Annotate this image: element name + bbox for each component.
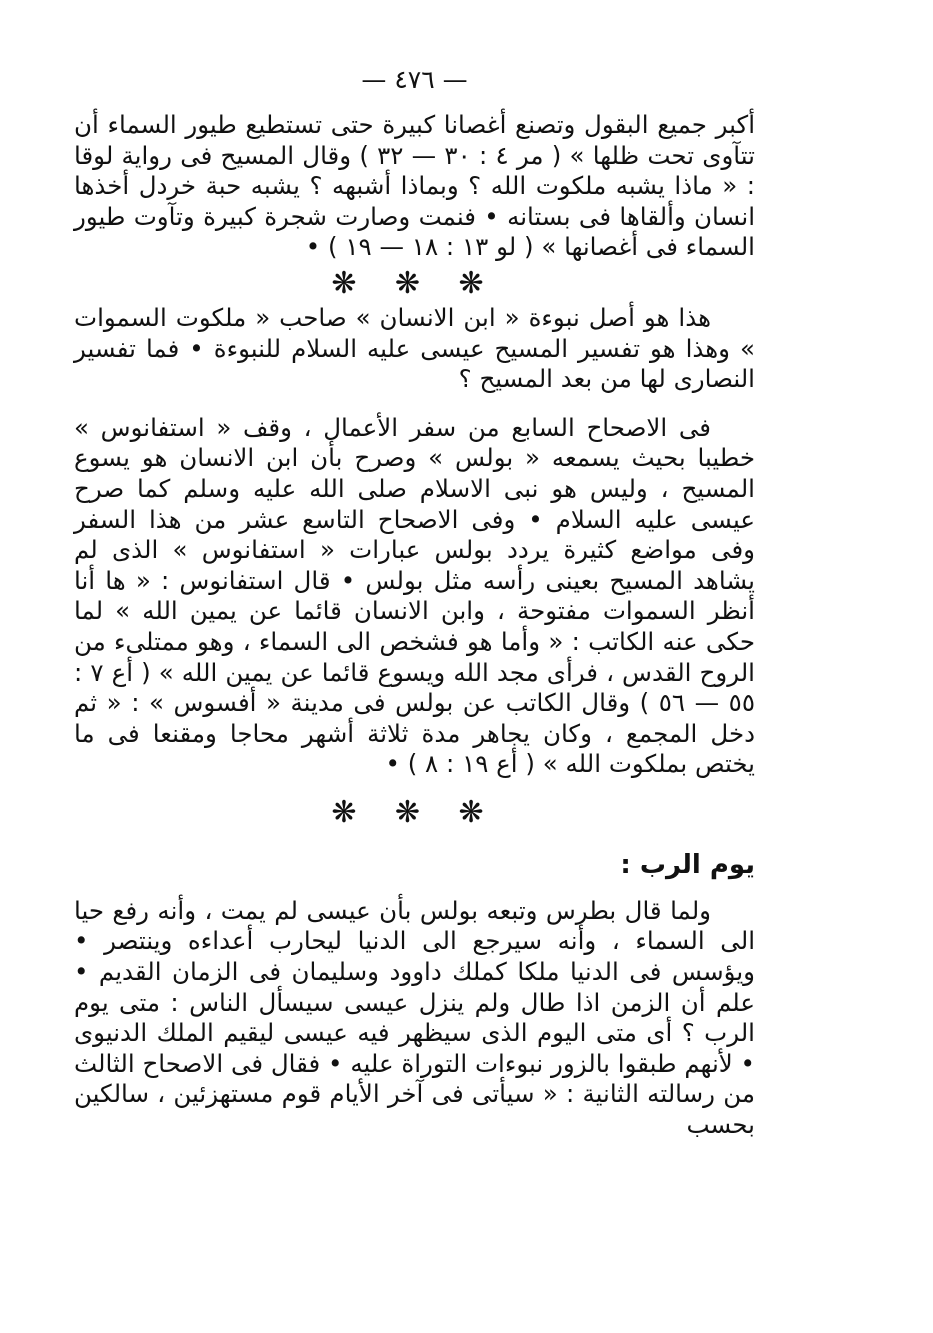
paragraph-bottom-1: ولما قال بطرس وتبعه بولس بأن عيسى لم يمت ، وأنه رفع حيا الى السماء ، وأنه سيرجع الى الدنيا ليحارب أعداءه وينتصر • ويؤسس فى الدنيا ملكا كملك داوود وسليمان فى الزمان القديم • علم أن الزمن اذا طال ولم ينزل عيسى سيسأل الناس : متى يوم الرب ؟ أى متى اليوم الذى سيظهر فيه عيسى ليقيم الملك الدنيوى • لأنهم طبقوا بالزور نبوءات التوراة عليه • فقال فى الاصحاح الثالث من رسالته الثانية : « سيأتى فى آخر الأيام قوم مستهزئين ، سالكين بحسب	[74, 895, 755, 1140]
section-separator-2: ❋ ❋ ❋	[331, 794, 498, 830]
paragraph-top-1: أكبر جميع البقول وتصنع أغصانا كبيرة حتى تستطيع طيور السماء أن تتآوى تحت ظلها » ( مر ٤ : ٣٠ — ٣٢ ) وقال المسيح فى رواية لوقا : « ماذا يشبه ملكوت الله ؟ وبماذا أشبهه ؟ يشبه حبة خردل أخذها انسان وألقاها فى بستانه • فنمت وصارت شجرة كبيرة وتآوت طيور السماء فى أغصانها » ( لو ١٣ : ١٨ — ١٩ ) •	[74, 110, 755, 262]
section-separator: ❋ ❋ ❋	[331, 265, 498, 301]
paragraph-middle-1: هذا هو أصل نبوءة « ابن الانسان » صاحب « ملكوت السموات » وهذا هو تفسير المسيح عيسى عليه السلام للنبوءة • فما تفسير النصارى لها من بعد المسيح ؟	[74, 302, 755, 394]
paragraph-middle-2: فى الاصحاح السابع من سفر الأعمال ، وقف « استفانوس » خطيبا بحيث يسمعه « بولس » وصرح بأن ابن الانسان هو يسوع المسيح ، وليس هو نبى الاسلام صلى الله عليه وسلم كما صرح عيسى عليه السلام • وفى الاصحاح التاسع عشر من هذا السفر وفى مواضع كثيرة يردد بولس عبارات « استفانوس » الذى لم يشاهد المسيح بعينى رأسه مثل بولس • قال استفانوس : « ها أنا أنظر السموات مفتوحة ، وابن الانسان قائما عن يمين الله » لما حكى عنه الكاتب : « وأما هو فشخص الى السماء ، وهو ممتلىء من الروح القدس ، فرأى مجد الله ويسوع قائما عن يمين الله » ( أع ٧ : ٥٥ — ٥٦ ) وقال الكاتب عن بولس فى مدينة « أفسوس » : « ثم دخل المجمع ، وكان يجاهر مدة ثلاثة أشهر محاجا ومقنعا فى ما يختص بملكوت الله » ( أع ١٩ : ٨ ) •	[74, 412, 755, 779]
section-heading: يوم الرب :	[620, 849, 755, 880]
page-number: — ٤٧٦ —	[361, 65, 468, 94]
